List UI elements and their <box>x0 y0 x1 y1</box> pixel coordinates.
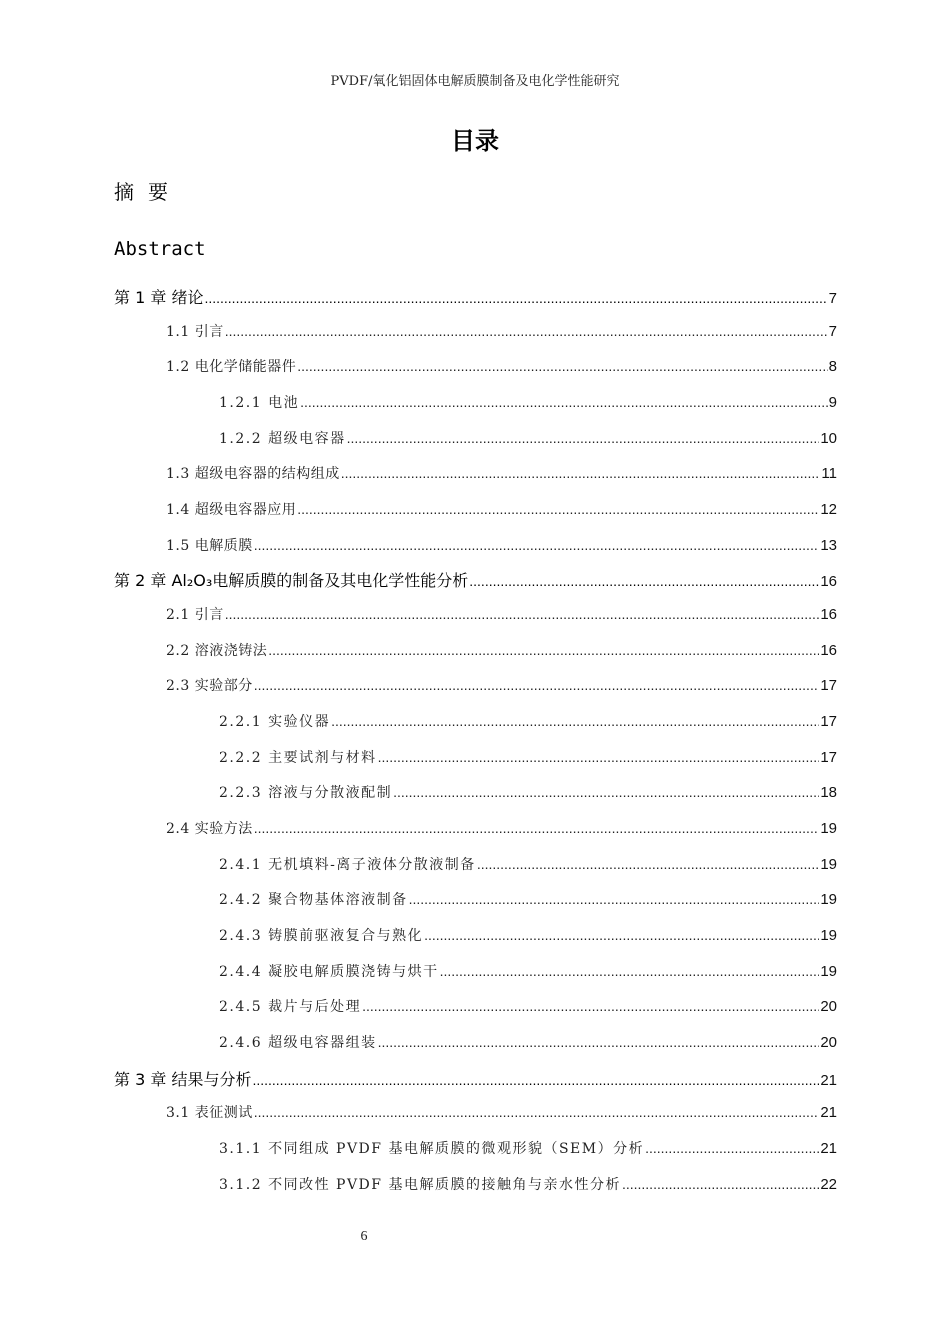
toc-entry-label: 2.2.2 主要试剂与材料 <box>219 750 377 766</box>
toc-entry-2-2-3[interactable] <box>219 782 837 802</box>
toc-entry-1-4[interactable] <box>166 499 837 519</box>
toc-leader-dots <box>254 677 820 694</box>
toc-leader-dots <box>409 891 820 908</box>
toc-entry-1-2-1[interactable] <box>219 392 837 412</box>
toc-heading-abstract-zh[interactable]: 摘要 <box>114 180 182 204</box>
toc-page-number: 19 <box>820 891 837 908</box>
toc-entry-label: 1.3 超级电容器的结构组成 <box>166 466 340 482</box>
toc-leader-dots <box>268 642 819 659</box>
page-number: 6 <box>360 1229 368 1244</box>
toc-entry-label: 2.4.6 超级电容器组装 <box>219 1035 377 1051</box>
toc-entry-2-4[interactable] <box>166 818 837 838</box>
toc-page-number: 10 <box>820 430 837 447</box>
toc-leader-dots <box>252 1070 819 1089</box>
toc-entry-label: 1.2.1 电池 <box>219 395 300 411</box>
toc-entry-1-2[interactable] <box>166 356 837 376</box>
toc-entry-label: 3.1.1 不同组成 PVDF 基电解质膜的微观形貌（SEM）分析 <box>219 1141 645 1157</box>
toc-entry-label: 第 1 章 绪论 <box>114 288 204 307</box>
toc-page-number: 22 <box>820 1176 837 1193</box>
toc-entry-chapter-3[interactable] <box>114 1067 837 1090</box>
toc-entry-2-4-4[interactable] <box>219 961 837 981</box>
toc-page-number: 16 <box>820 642 837 659</box>
toc-leader-dots <box>440 963 820 980</box>
toc-entry-label: 2.2.1 实验仪器 <box>219 714 331 730</box>
toc-entry-label: 1.2.2 超级电容器 <box>219 431 346 447</box>
toc-entry-2-4-6[interactable] <box>219 1032 837 1052</box>
toc-page-number: 21 <box>820 1140 837 1157</box>
toc-page-number: 13 <box>820 537 837 554</box>
toc-entry-label: 2.4 实验方法 <box>166 821 253 837</box>
toc-page-number: 17 <box>820 749 837 766</box>
toc-leader-dots <box>300 394 828 411</box>
toc-leader-dots <box>347 430 820 447</box>
toc-page-number: 17 <box>820 677 837 694</box>
toc-leader-dots <box>254 1104 820 1121</box>
toc-page-number: 21 <box>820 1072 837 1089</box>
running-header: PVDF/氧化铝固体电解质膜制备及电化学性能研究 <box>330 74 620 89</box>
toc-page-number: 19 <box>820 927 837 944</box>
toc-entry-2-4-5[interactable] <box>219 996 837 1016</box>
toc-entry-2-3[interactable] <box>166 675 837 695</box>
toc-entry-3-1-2[interactable] <box>219 1174 837 1194</box>
toc-page-number: 18 <box>820 784 837 801</box>
toc-entry-chapter-2[interactable] <box>114 568 837 591</box>
toc-entry-1-3[interactable] <box>166 463 837 483</box>
toc-entry-2-4-1[interactable] <box>219 854 837 874</box>
toc-leader-dots <box>424 927 819 944</box>
toc-entry-label: 2.4.5 裁片与后处理 <box>219 999 362 1015</box>
toc-page-number: 20 <box>820 1034 837 1051</box>
toc-entry-label: 3.1.2 不同改性 PVDF 基电解质膜的接触角与亲水性分析 <box>219 1177 621 1193</box>
toc-leader-dots <box>254 537 820 554</box>
toc-entry-label: 2.2.3 溶液与分散液配制 <box>219 785 393 801</box>
toc-leader-dots <box>225 606 820 623</box>
toc-leader-dots <box>297 501 819 518</box>
toc-entry-label: 1.4 超级电容器应用 <box>166 502 297 518</box>
toc-entry-label: 2.1 引言 <box>166 607 224 623</box>
toc-entry-label: 2.4.4 凝胶电解质膜浇铸与烘干 <box>219 964 439 980</box>
toc-entry-label: 第 3 章 结果与分析 <box>114 1070 252 1089</box>
toc-leader-dots <box>378 1034 820 1051</box>
toc-entry-2-4-2[interactable] <box>219 889 837 909</box>
toc-page-number: 7 <box>828 323 837 340</box>
toc-leader-dots <box>393 784 819 801</box>
toc-entry-2-4-3[interactable] <box>219 925 837 945</box>
toc-entry-2-1[interactable] <box>166 604 837 624</box>
toc-entry-1-2-2[interactable] <box>219 428 837 448</box>
toc-entry-1-1[interactable] <box>166 321 837 341</box>
toc-page-number: 19 <box>820 820 837 837</box>
toc-entry-chapter-1[interactable] <box>114 285 837 308</box>
toc-entry-1-5[interactable] <box>166 535 837 555</box>
toc-title: 目录 <box>451 127 499 155</box>
toc-entry-label: 2.4.1 无机填料-离子液体分散液制备 <box>219 857 476 873</box>
toc-page-number: 19 <box>820 856 837 873</box>
toc-leader-dots <box>225 323 828 340</box>
toc-entry-label: 2.4.2 聚合物基体溶液制备 <box>219 892 408 908</box>
toc-page-number: 7 <box>828 290 837 307</box>
toc-entry-label: 3.1 表征测试 <box>166 1105 253 1121</box>
toc-leader-dots <box>341 465 821 482</box>
toc-entry-label: 2.4.3 铸膜前驱液复合与熟化 <box>219 928 424 944</box>
toc-leader-dots <box>469 571 819 590</box>
toc-entry-label: 1.5 电解质膜 <box>166 538 253 554</box>
toc-page-number: 21 <box>820 1104 837 1121</box>
toc-entry-label: 2.2 溶液浇铸法 <box>166 643 268 659</box>
toc-entry-label: 第 2 章 Al₂O₃电解质膜的制备及其电化学性能分析 <box>114 571 469 590</box>
toc-entry-label: 2.3 实验部分 <box>166 678 253 694</box>
toc-leader-dots <box>378 749 820 766</box>
toc-page-number: 9 <box>828 394 837 411</box>
toc-leader-dots <box>204 288 827 307</box>
toc-heading-abstract-en[interactable]: Abstract <box>114 238 206 260</box>
toc-page-number: 12 <box>820 501 837 518</box>
toc-page-number: 16 <box>820 606 837 623</box>
toc-leader-dots <box>331 713 819 730</box>
toc-entry-label: 1.1 引言 <box>166 324 224 340</box>
toc-leader-dots <box>477 856 820 873</box>
toc-entry-2-2-1[interactable] <box>219 711 837 731</box>
toc-entry-2-2-2[interactable] <box>219 747 837 767</box>
toc-leader-dots <box>254 820 820 837</box>
toc-entry-label: 1.2 电化学储能器件 <box>166 359 297 375</box>
toc-leader-dots <box>362 998 819 1015</box>
toc-page-number: 19 <box>820 963 837 980</box>
toc-entry-2-2[interactable] <box>166 640 837 660</box>
toc-page-number: 17 <box>820 713 837 730</box>
toc-page-number: 20 <box>820 998 837 1015</box>
toc-page-number: 8 <box>828 358 837 375</box>
toc-entry-3-1-1[interactable] <box>219 1138 837 1158</box>
toc-page-number: 11 <box>821 465 837 482</box>
toc-page-number: 16 <box>820 573 837 590</box>
toc-leader-dots <box>297 358 827 375</box>
toc-entry-3-1[interactable] <box>166 1102 837 1122</box>
toc-leader-dots <box>622 1176 819 1193</box>
toc-leader-dots <box>645 1140 819 1157</box>
